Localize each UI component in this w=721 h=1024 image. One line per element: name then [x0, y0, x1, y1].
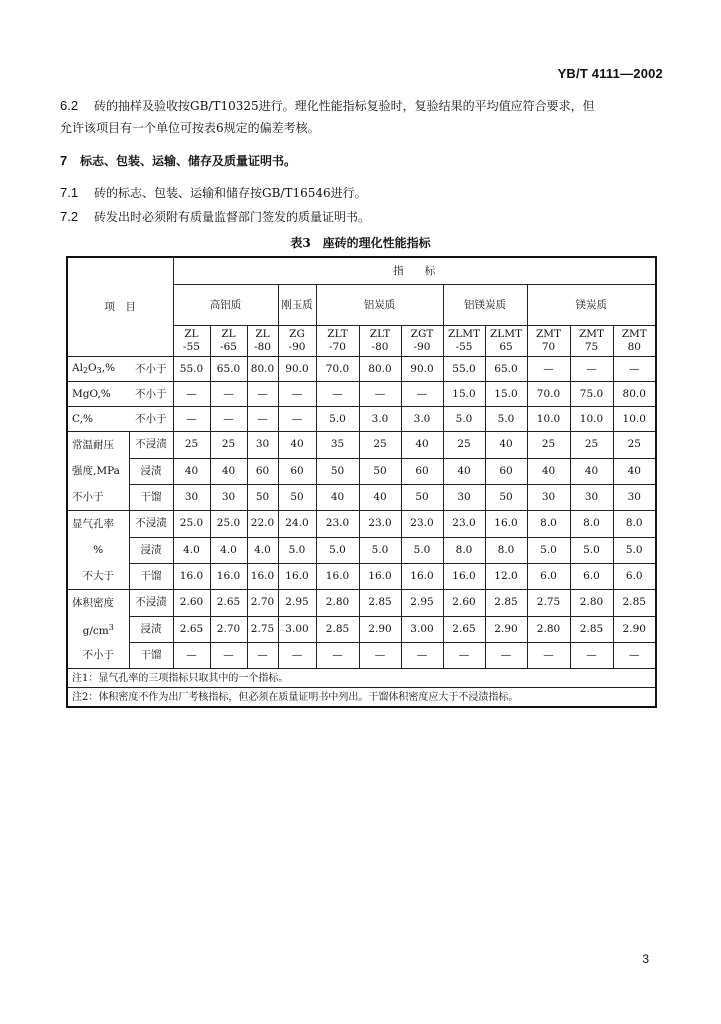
clause-6-2-continued [60, 117, 320, 139]
value-cell: — [359, 642, 401, 669]
grade-header-cell [485, 326, 527, 357]
strength-label-line2: 强度,MPa [67, 458, 129, 484]
value-cell: 30 [613, 484, 656, 511]
table-title [0, 234, 721, 251]
value-cell: 30 [247, 432, 278, 459]
value-cell: 65.0 [485, 357, 527, 382]
value-cell: 2.85 [485, 590, 527, 617]
value-cell: 24.0 [278, 511, 316, 538]
group-header: 刚玉质 [278, 285, 316, 326]
value-cell: 10.0 [570, 407, 613, 432]
grade-code: ZL [184, 328, 199, 340]
value-cell: 3.00 [401, 616, 443, 642]
value-cell: — [443, 642, 485, 669]
value-cell: 35 [316, 432, 359, 459]
item-header: 项 目 [67, 257, 173, 357]
value-cell: 2.95 [401, 590, 443, 617]
value-cell: 30 [210, 484, 247, 511]
grade-suffix: -55 [183, 341, 200, 353]
condition-label: 不小于 [129, 407, 173, 432]
value-cell: — [247, 642, 278, 669]
grade-code: ZLMT [447, 328, 481, 340]
grade-suffix: -80 [254, 341, 271, 353]
value-cell: 15.0 [485, 382, 527, 407]
value-cell: 25 [570, 432, 613, 459]
value-cell: 8.0 [527, 511, 570, 538]
value-cell: 2.80 [527, 616, 570, 642]
page-number: 3 [642, 952, 649, 966]
clause-number: 7.1 [60, 185, 79, 200]
value-cell: — [570, 642, 613, 669]
condition-label: 干馏 [129, 484, 173, 511]
condition-label: 不小于 [129, 357, 173, 382]
grade-suffix: -65 [220, 341, 237, 353]
value-cell: — [401, 642, 443, 669]
value-cell: — [278, 407, 316, 432]
value-cell: — [210, 382, 247, 407]
value-cell: 8.0 [570, 511, 613, 538]
value-cell: 15.0 [443, 382, 485, 407]
clause-7-1 [60, 182, 367, 204]
table-note: 注1：显气孔率的三项指标只取其中的一个指标。 [67, 669, 656, 688]
grade-code: ZLMT [489, 328, 523, 340]
grade-suffix: 65 [499, 341, 513, 353]
value-cell: — [210, 407, 247, 432]
condition-label: 浸渍 [129, 537, 173, 563]
grade-code: ZL [255, 328, 270, 340]
value-cell: 5.0 [570, 537, 613, 563]
condition-label: 浸渍 [129, 616, 173, 642]
value-cell: 80.0 [359, 357, 401, 382]
porosity-row [67, 537, 656, 563]
value-cell: 16.0 [278, 563, 316, 590]
grade-suffix: 70 [541, 341, 556, 353]
carbon-label: C,% [67, 407, 129, 432]
clause-text: 砖发出时必须附有质量监督部门签发的质量证明书。 [94, 210, 371, 224]
value-cell: 2.65 [443, 616, 485, 642]
clause-6-2 [60, 95, 595, 117]
value-cell: — [247, 407, 278, 432]
value-cell: 2.60 [173, 590, 210, 617]
density-label-line3: 不小于 [67, 642, 129, 669]
carbon-row [67, 407, 656, 432]
al2o3-row [67, 357, 656, 382]
value-cell: 8.0 [443, 537, 485, 563]
value-cell: 5.0 [613, 537, 656, 563]
note-row [67, 688, 656, 708]
condition-label: 浸渍 [129, 458, 173, 484]
value-cell: 25 [527, 432, 570, 459]
value-cell: 12.0 [485, 563, 527, 590]
value-cell: 40 [359, 484, 401, 511]
strength-row [67, 484, 656, 511]
value-cell: — [527, 357, 570, 382]
condition-label: 不浸渍 [129, 432, 173, 459]
table-number: 表3 [290, 236, 311, 250]
mgo-row [67, 382, 656, 407]
grade-header-cell [570, 326, 613, 357]
value-cell: 50 [278, 484, 316, 511]
value-cell: 5.0 [278, 537, 316, 563]
value-cell: 40 [485, 432, 527, 459]
grade-header-cell [443, 326, 485, 357]
value-cell: 25.0 [173, 511, 210, 538]
note-row [67, 669, 656, 688]
value-cell: 25 [613, 432, 656, 459]
density-label-line1: 体积密度 [67, 590, 129, 617]
grade-header-cell [173, 326, 210, 357]
value-cell: 55.0 [443, 357, 485, 382]
value-cell: — [316, 642, 359, 669]
value-cell: 6.0 [527, 563, 570, 590]
value-cell: — [316, 382, 359, 407]
value-cell: 16.0 [401, 563, 443, 590]
value-cell: 60 [278, 458, 316, 484]
value-cell: 16.0 [485, 511, 527, 538]
density-row [67, 616, 656, 642]
density-label-line2: $g/cm^3$ [67, 616, 129, 642]
value-cell: 16.0 [247, 563, 278, 590]
density-row [67, 590, 656, 617]
value-cell: 65.0 [210, 357, 247, 382]
value-cell: 25.0 [210, 511, 247, 538]
value-cell: 3.0 [401, 407, 443, 432]
value-cell: 5.0 [443, 407, 485, 432]
strength-row [67, 458, 656, 484]
grade-code: ZMT [535, 328, 562, 340]
value-cell: 6.0 [570, 563, 613, 590]
value-cell: 2.95 [278, 590, 316, 617]
clause-number: 6.2 [60, 98, 79, 113]
grade-header-cell [210, 326, 247, 357]
value-cell: 40 [401, 432, 443, 459]
section-number: 7 [60, 153, 68, 168]
value-cell: 25 [173, 432, 210, 459]
grade-header-cell [316, 326, 359, 357]
properties-table [66, 256, 657, 708]
value-cell: 10.0 [527, 407, 570, 432]
value-cell: 40 [570, 458, 613, 484]
value-cell: — [247, 382, 278, 407]
value-cell: 2.85 [570, 616, 613, 642]
value-cell: 70.0 [527, 382, 570, 407]
value-cell: 2.70 [247, 590, 278, 617]
value-cell: 6.0 [613, 563, 656, 590]
grade-code: ZMT [621, 328, 647, 340]
value-cell: 75.0 [570, 382, 613, 407]
value-cell: — [278, 642, 316, 669]
grade-header-cell [359, 326, 401, 357]
grade-header-cell [401, 326, 443, 357]
value-cell: 16.0 [210, 563, 247, 590]
value-cell: 30 [570, 484, 613, 511]
value-cell: — [401, 382, 443, 407]
porosity-row [67, 511, 656, 538]
value-cell: — [527, 642, 570, 669]
porosity-label-line2: % [67, 537, 129, 563]
value-cell: 23.0 [443, 511, 485, 538]
grade-suffix: -90 [288, 341, 306, 353]
porosity-label-line3: 不大于 [67, 563, 129, 590]
value-cell: — [485, 642, 527, 669]
value-cell: 80.0 [247, 357, 278, 382]
grade-header-cell [527, 326, 570, 357]
value-cell: 50 [485, 484, 527, 511]
condition-label: 干馏 [129, 642, 173, 669]
value-cell: — [359, 382, 401, 407]
value-cell: 2.85 [316, 616, 359, 642]
grade-suffix: -80 [371, 341, 389, 353]
value-cell: 16.0 [359, 563, 401, 590]
value-cell: — [613, 642, 656, 669]
value-cell: 60 [485, 458, 527, 484]
value-cell: 50 [401, 484, 443, 511]
grade-code: ZLT [369, 328, 391, 340]
value-cell: — [613, 357, 656, 382]
condition-label: 干馏 [129, 563, 173, 590]
condition-label: 不浸渍 [129, 590, 173, 617]
strength-label-line3: 不小于 [67, 484, 129, 511]
value-cell: 2.90 [485, 616, 527, 642]
value-cell: 23.0 [316, 511, 359, 538]
value-cell: 80.0 [613, 382, 656, 407]
porosity-label-line1: 显气孔率 [67, 511, 129, 538]
value-cell: 2.90 [613, 616, 656, 642]
table-caption: 座砖的理化性能指标 [322, 236, 431, 250]
grade-suffix: -90 [413, 341, 431, 353]
group-header: 铝镁炭质 [443, 285, 527, 326]
density-row [67, 642, 656, 669]
clause-number: 7.2 [60, 209, 79, 224]
value-cell: 60 [247, 458, 278, 484]
value-cell: 5.0 [527, 537, 570, 563]
value-cell: 2.75 [527, 590, 570, 617]
clause-text: 允许该项目有一个单位可按表6规定的偏差考核。 [60, 121, 320, 135]
value-cell: 25 [443, 432, 485, 459]
grade-header-cell [247, 326, 278, 357]
value-cell: 4.0 [210, 537, 247, 563]
value-cell: — [173, 642, 210, 669]
value-cell: 5.0 [316, 407, 359, 432]
group-header: 铝炭质 [316, 285, 443, 326]
grade-code: ZLT [327, 328, 348, 340]
value-cell: 40 [613, 458, 656, 484]
value-cell: 40 [443, 458, 485, 484]
value-cell: — [210, 642, 247, 669]
value-cell: 16.0 [443, 563, 485, 590]
value-cell: 5.0 [401, 537, 443, 563]
value-cell: 5.0 [316, 537, 359, 563]
grade-suffix: -55 [455, 341, 473, 353]
grade-suffix: 75 [584, 341, 599, 353]
group-header: 高铝质 [173, 285, 278, 326]
section-7-heading [60, 150, 296, 172]
value-cell: 30 [173, 484, 210, 511]
value-cell: 23.0 [359, 511, 401, 538]
value-cell: — [278, 382, 316, 407]
value-cell: 30 [527, 484, 570, 511]
clause-text: 砖的标志、包装、运输和储存按GB/T16546进行。 [94, 186, 367, 200]
value-cell: 2.80 [316, 590, 359, 617]
value-cell: — [173, 382, 210, 407]
value-cell: 4.0 [247, 537, 278, 563]
value-cell: 25 [210, 432, 247, 459]
clause-7-2 [60, 206, 370, 228]
value-cell: 23.0 [401, 511, 443, 538]
grade-code: ZL [221, 328, 236, 340]
value-cell: 50 [359, 458, 401, 484]
grade-suffix: -70 [329, 341, 346, 353]
value-cell: 2.80 [570, 590, 613, 617]
grade-code: ZG [289, 328, 305, 340]
value-cell: 16.0 [316, 563, 359, 590]
grade-header-cell [278, 326, 316, 357]
value-cell: 2.85 [613, 590, 656, 617]
value-cell: 10.0 [613, 407, 656, 432]
strength-row [67, 432, 656, 459]
section-title: 标志、包装、运输、储存及质量证明书。 [80, 154, 297, 168]
condition-label: 不浸渍 [129, 511, 173, 538]
value-cell: 25 [359, 432, 401, 459]
value-cell: 50 [247, 484, 278, 511]
porosity-row [67, 563, 656, 590]
value-cell: 40 [210, 458, 247, 484]
value-cell: 8.0 [613, 511, 656, 538]
clause-text: 砖的抽样及验收按GB/T10325进行。理化性能指标复验时，复验结果的平均值应符合要求，但 [94, 99, 595, 113]
value-cell: 2.65 [173, 616, 210, 642]
value-cell: 50 [316, 458, 359, 484]
value-cell: 3.00 [278, 616, 316, 642]
value-cell: 55.0 [173, 357, 210, 382]
value-cell: 40 [316, 484, 359, 511]
value-cell: 2.75 [247, 616, 278, 642]
value-cell: 16.0 [173, 563, 210, 590]
value-cell: 22.0 [247, 511, 278, 538]
value-cell: 2.85 [359, 590, 401, 617]
value-cell: 40 [173, 458, 210, 484]
table-note: 注2：体积密度不作为出厂考核指标，但必须在质量证明书中列出。干馏体积密度应大于不浸渍指标。 [67, 688, 656, 708]
condition-label: 不小于 [129, 382, 173, 407]
value-cell: 30 [443, 484, 485, 511]
value-cell: 8.0 [485, 537, 527, 563]
group-header: 镁炭质 [527, 285, 656, 326]
grade-header-cell [613, 326, 656, 357]
al2o3-label: $Al_2O_3,\%$ [67, 357, 129, 382]
value-cell: 2.90 [359, 616, 401, 642]
grade-suffix: 80 [627, 341, 641, 353]
value-cell: 40 [278, 432, 316, 459]
table-header-row [67, 257, 656, 285]
value-cell: 40 [527, 458, 570, 484]
value-cell: 60 [401, 458, 443, 484]
value-cell: 5.0 [485, 407, 527, 432]
standard-code: YB/T 4111—2002 [557, 66, 663, 81]
grade-code: ZMT [578, 328, 605, 340]
value-cell: 70.0 [316, 357, 359, 382]
value-cell: 90.0 [401, 357, 443, 382]
value-cell: 5.0 [359, 537, 401, 563]
value-cell: 3.0 [359, 407, 401, 432]
index-header: 指 标 [173, 257, 656, 285]
mgo-label: MgO,% [67, 382, 129, 407]
value-cell: 2.65 [210, 590, 247, 617]
value-cell: — [173, 407, 210, 432]
value-cell: 90.0 [278, 357, 316, 382]
strength-label-line1: 常温耐压 [67, 432, 129, 459]
value-cell: 2.60 [443, 590, 485, 617]
value-cell: 4.0 [173, 537, 210, 563]
value-cell: — [570, 357, 613, 382]
value-cell: 2.70 [210, 616, 247, 642]
grade-code: ZGT [410, 328, 434, 340]
